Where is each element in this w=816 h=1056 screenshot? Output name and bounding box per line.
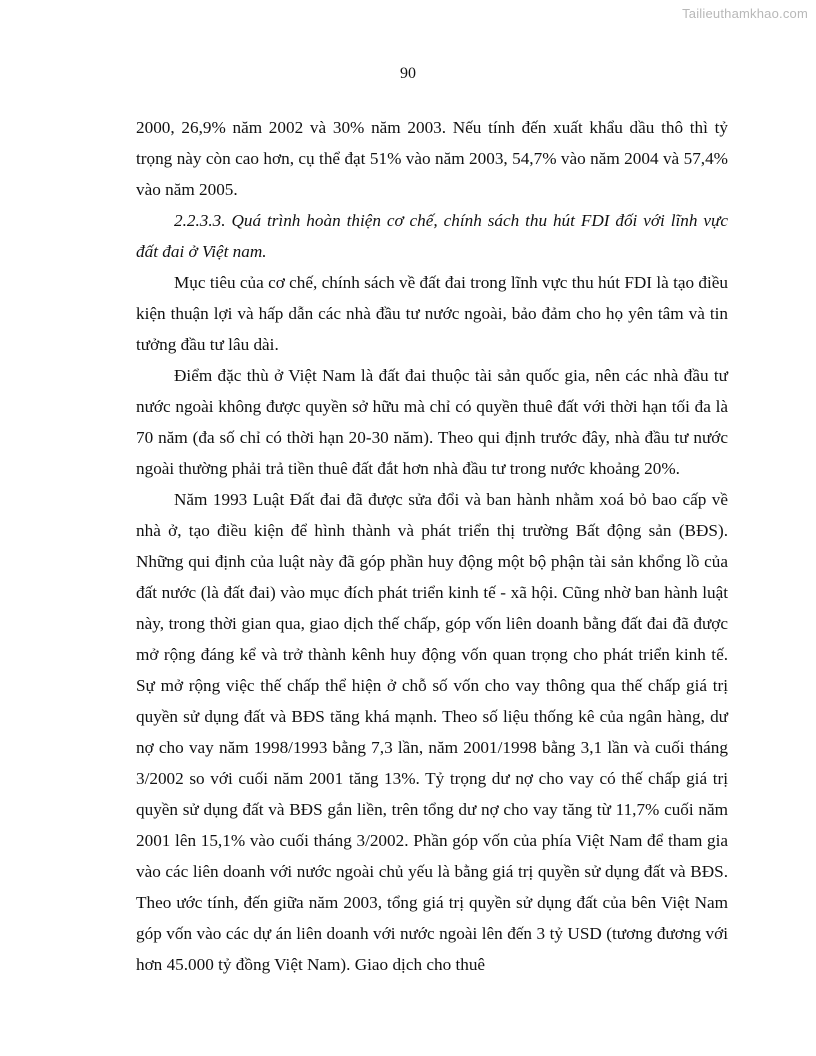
- paragraph: Mục tiêu của cơ chế, chính sách về đất đai trong lĩnh vực thu hút FDI là tạo điều kiện thuận lợi và hấp dẫn các nhà đầu tư nước ngoài, bảo đảm cho họ yên tâm và tin tưởng đầu tư lâu dài.: [136, 273, 728, 354]
- watermark: Tailieuthamkhao.com: [682, 6, 808, 21]
- page-number: 90: [400, 65, 416, 82]
- section-heading: 2.2.3.3. Quá trình hoàn thiện cơ chế, chính sách thu hút FDI đối với lĩnh vực đất đai ở Việt nam.: [136, 211, 728, 261]
- paragraph: Điểm đặc thù ở Việt Nam là đất đai thuộc tài sản quốc gia, nên các nhà đầu tư nước ngoài không được quyền sở hữu mà chỉ có quyền thuê đất với thời hạn tối đa là 70 năm (đa số chỉ có thời hạn 20-30 năm). Theo qui định trước đây, nhà đầu tư nước ngoài thường phải trả tiền thuê đất đắt hơn nhà đầu tư trong nước khoảng 20%.: [136, 366, 728, 478]
- document-body: [136, 112, 728, 980]
- paragraph-continuation: 2000, 26,9% năm 2002 và 30% năm 2003. Nếu tính đến xuất khẩu dầu thô thì tỷ trọng này còn cao hơn, cụ thể đạt 51% vào năm 2003, 54,7% vào năm 2004 và 57,4% vào năm 2005.: [136, 118, 728, 199]
- paragraph: Năm 1993 Luật Đất đai đã được sửa đổi và ban hành nhằm xoá bỏ bao cấp về nhà ở, tạo điều kiện để hình thành và phát triển thị trường Bất động sản (BĐS). Những qui định của luật này đã góp phần huy động một bộ phận tài sản khổng lồ của đất nước (là đất đai) vào mục đích phát triển kinh tế - xã hội. Cũng nhờ ban hành luật này, trong thời gian qua, giao dịch thế chấp, góp vốn liên doanh bằng đất đai đã được mở rộng đáng kể và trở thành kênh huy động vốn quan trọng cho phát triển kinh tế. Sự mở rộng việc thế chấp thể hiện ở chỗ số vốn cho vay thông qua thế chấp giá trị quyền sử dụng đất và BĐS tăng khá mạnh. Theo số liệu thống kê của ngân hàng, dư nợ cho vay năm 1998/1993 bằng 7,3 lần, năm 2001/1998 bằng 3,1 lần và cuối tháng 3/2002 so với cuối năm 2001 tăng 13%. Tỷ trọng dư nợ cho vay có thế chấp giá trị quyền sử dụng đất và BĐS gắn liền, trên tổng dư nợ cho vay tăng từ 11,7% cuối năm 2001 lên 15,1% vào cuối tháng 3/2002. Phần góp vốn của phía Việt Nam để tham gia vào các liên doanh với nước ngoài chủ yếu là bằng giá trị quyền sử dụng đất và BĐS. Theo ước tính, đến giữa năm 2003, tổng giá trị quyền sử dụng đất của bên Việt Nam góp vốn vào các dự án liên doanh với nước ngoài lên đến 3 tỷ USD (tương đương với hơn 45.000 tỷ đồng Việt Nam). Giao dịch cho thuê: [136, 490, 728, 974]
